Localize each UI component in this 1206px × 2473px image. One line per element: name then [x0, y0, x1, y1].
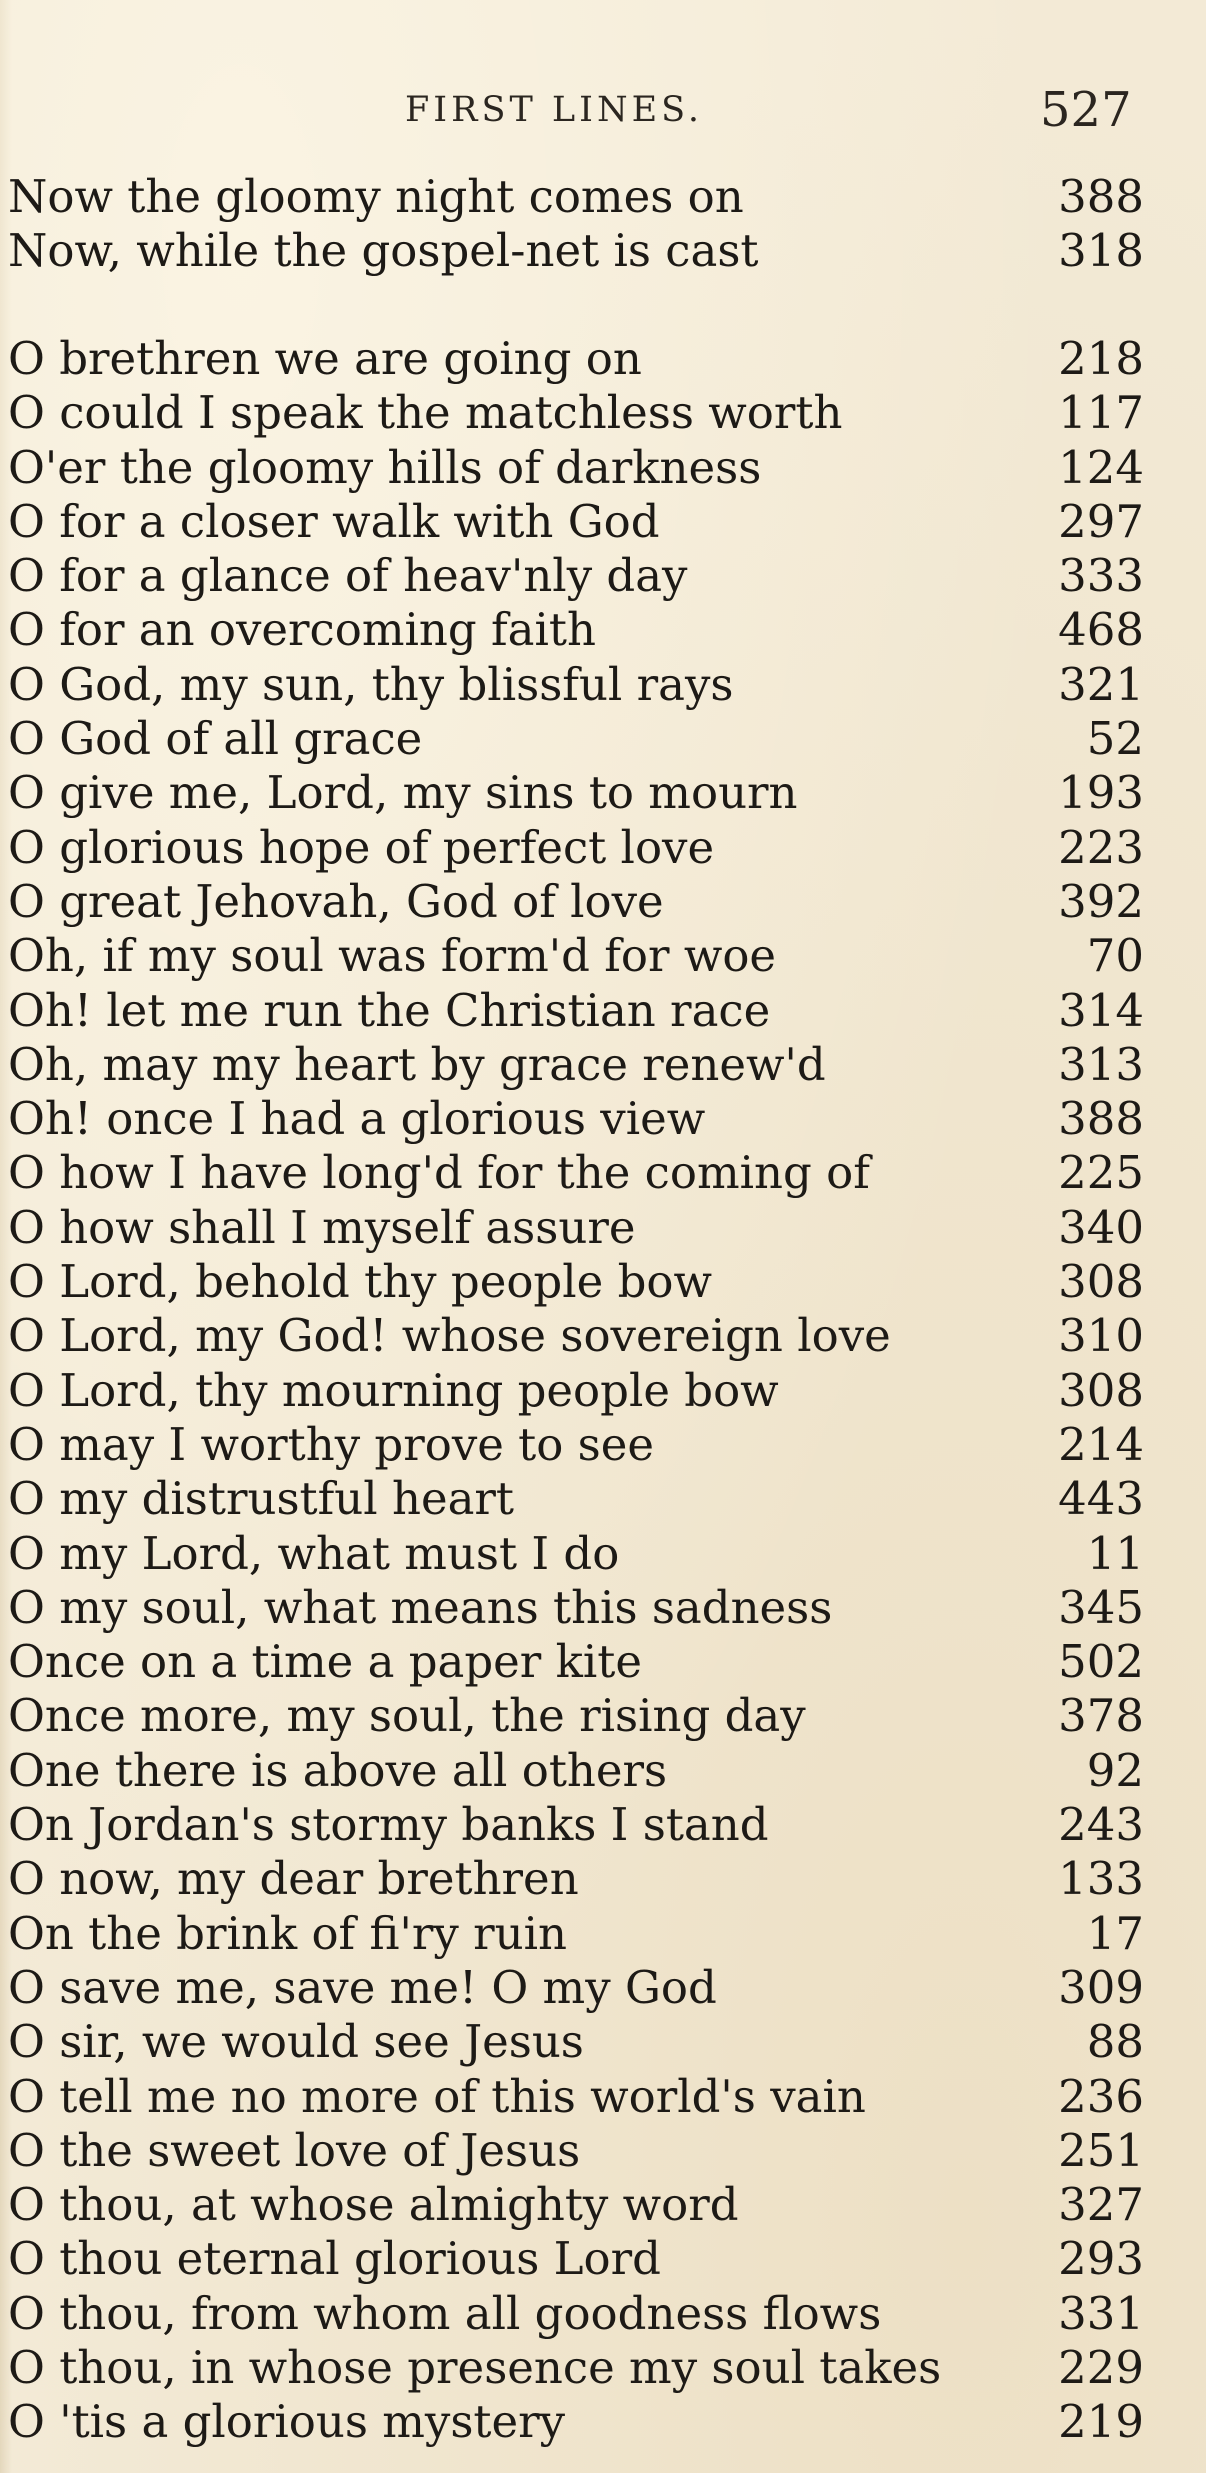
- hymn-number: 314: [1058, 983, 1144, 1037]
- hymn-number: 11: [1086, 1526, 1144, 1580]
- index-entry: [0, 1038, 1206, 1092]
- hymn-number: 321: [1058, 657, 1144, 711]
- first-line-text: O may I worthy prove to see: [8, 1417, 655, 1471]
- hymn-number: 345: [1058, 1580, 1144, 1634]
- hymn-number: 133: [1058, 1852, 1144, 1906]
- first-line-text: O now, my dear brethren: [8, 1852, 579, 1906]
- index-entry: [0, 1635, 1206, 1689]
- first-line-text: O the sweet love of Jesus: [8, 2123, 581, 2177]
- index-entry: [0, 929, 1206, 983]
- hymn-number: 88: [1086, 2015, 1144, 2069]
- index-entry: [0, 549, 1206, 603]
- index-entry: [0, 984, 1206, 1038]
- first-line-text: On Jordan's stormy banks I stand: [8, 1798, 769, 1852]
- hymn-number: 214: [1058, 1417, 1144, 1471]
- index-entry: [0, 1201, 1206, 1255]
- index-entry: [0, 821, 1206, 875]
- index-entry: [0, 1309, 1206, 1363]
- index-entry: [0, 1092, 1206, 1146]
- index-entry: [0, 1744, 1206, 1798]
- first-line-text: O Lord, thy mourning people bow: [8, 1363, 779, 1417]
- first-line-text: Once more, my soul, the rising day: [8, 1689, 806, 1743]
- hymn-number: 388: [1058, 170, 1144, 223]
- hymn-number: 225: [1058, 1146, 1144, 1200]
- index-entry: [0, 1961, 1206, 2015]
- hymn-number: 333: [1058, 549, 1144, 603]
- first-line-text: O give me, Lord, my sins to mourn: [8, 766, 798, 820]
- index-entry: [0, 2395, 1206, 2449]
- index-entry: [0, 1907, 1206, 1961]
- first-line-text: O my Lord, what must I do: [8, 1526, 620, 1580]
- index-entry: [0, 2070, 1206, 2124]
- index-entry: [0, 1852, 1206, 1906]
- first-line-text: O for an overcoming faith: [8, 603, 596, 657]
- index-section-o: [0, 332, 1206, 2450]
- first-line-text: O thou, in whose presence my soul takes: [8, 2340, 942, 2394]
- hymn-number: 193: [1058, 766, 1144, 820]
- first-line-text: O for a closer walk with God: [8, 494, 660, 548]
- first-line-text: Now the gloomy night comes on: [8, 170, 744, 223]
- first-line-text: O tell me no more of this world's vain: [8, 2069, 866, 2123]
- index-entry: [0, 1689, 1206, 1743]
- index-entry: [0, 1472, 1206, 1526]
- hymn-number: 378: [1058, 1689, 1144, 1743]
- first-line-text: O thou eternal glorious Lord: [8, 2232, 661, 2286]
- index-entry: [0, 1798, 1206, 1852]
- hymn-number: 318: [1058, 224, 1144, 278]
- first-line-text: Oh! once I had a glorious view: [8, 1092, 706, 1146]
- first-line-text: Now, while the gospel-net is cast: [8, 224, 759, 278]
- index-entry: [0, 2341, 1206, 2395]
- hymn-number: 117: [1058, 386, 1144, 440]
- first-line-text: O'er the gloomy hills of darkness: [8, 440, 762, 494]
- first-line-text: O glorious hope of perfect love: [8, 820, 715, 874]
- hymn-number: 443: [1058, 1472, 1144, 1526]
- first-line-text: O sir, we would see Jesus: [8, 2015, 584, 2069]
- first-line-text: O brethren we are going on: [8, 332, 642, 385]
- hymn-number: 313: [1058, 1037, 1144, 1091]
- index-entry: [0, 2015, 1206, 2069]
- index-entry: [0, 712, 1206, 766]
- first-line-text: Oh, if my soul was form'd for woe: [8, 929, 777, 983]
- index-entry: [0, 2287, 1206, 2341]
- index-entry: [0, 1527, 1206, 1581]
- first-line-text: O God of all grace: [8, 712, 423, 766]
- first-line-text: O my distrustful heart: [8, 1472, 515, 1526]
- hymn-number: 218: [1058, 332, 1144, 385]
- hymn-number: 17: [1086, 1906, 1144, 1960]
- running-title: FIRST LINES.: [405, 90, 704, 130]
- hymn-number: 251: [1058, 2123, 1144, 2177]
- index-entry: [0, 2178, 1206, 2232]
- page-number: 527: [1040, 82, 1132, 138]
- index-entry: [0, 1418, 1206, 1472]
- first-line-text: One there is above all others: [8, 1743, 668, 1797]
- first-line-text: O how I have long'd for the coming of: [8, 1146, 870, 1200]
- hymn-number: 308: [1058, 1363, 1144, 1417]
- index-entry: [0, 332, 1206, 386]
- hymn-number: 502: [1058, 1635, 1144, 1689]
- first-line-text: O thou, at whose almighty word: [8, 2178, 739, 2232]
- hymn-number: 293: [1058, 2232, 1144, 2286]
- index-entry: [0, 2232, 1206, 2286]
- hymn-number: 92: [1086, 1743, 1144, 1797]
- hymn-number: 297: [1058, 494, 1144, 548]
- index-entry: [0, 1255, 1206, 1309]
- first-line-text: O Lord, my God! whose sovereign love: [8, 1309, 891, 1363]
- hymn-number: 309: [1058, 1960, 1144, 2014]
- hymn-number: 388: [1058, 1092, 1144, 1146]
- index-entry: [0, 603, 1206, 657]
- page-header: [0, 82, 1206, 142]
- first-line-text: O how shall I myself assure: [8, 1200, 636, 1254]
- first-line-text: O for a glance of heav'nly day: [8, 549, 688, 603]
- hymn-number: 468: [1058, 603, 1144, 657]
- first-line-text: O save me, save me! O my God: [8, 1960, 717, 2014]
- index-entry: [0, 2124, 1206, 2178]
- first-line-text: Once on a time a paper kite: [8, 1635, 642, 1689]
- first-line-text: O great Jehovah, God of love: [8, 874, 664, 928]
- hymn-number: 331: [1058, 2286, 1144, 2340]
- index-entry: [0, 441, 1206, 495]
- hymn-number: 229: [1058, 2340, 1144, 2394]
- first-line-text: Oh! let me run the Christian race: [8, 983, 771, 1037]
- index-entry: [0, 875, 1206, 929]
- index-section-n: [0, 170, 1206, 279]
- hymn-number: 310: [1058, 1309, 1144, 1363]
- hymn-number: 327: [1058, 2178, 1144, 2232]
- index-entry: [0, 386, 1206, 440]
- first-line-text: O thou, from whom all goodness flows: [8, 2286, 882, 2340]
- hymn-number: 308: [1058, 1255, 1144, 1309]
- first-line-text: O Lord, behold thy people bow: [8, 1255, 712, 1309]
- index-entry: [0, 224, 1206, 278]
- hymn-number: 392: [1058, 874, 1144, 928]
- index-entry: [0, 1581, 1206, 1635]
- hymn-number: 124: [1058, 440, 1144, 494]
- index-entry: [0, 766, 1206, 820]
- index-entry: [0, 1364, 1206, 1418]
- first-line-text: O my soul, what means this sadness: [8, 1580, 833, 1634]
- hymn-number: 236: [1058, 2069, 1144, 2123]
- first-line-text: O God, my sun, thy blissful rays: [8, 657, 734, 711]
- first-line-text: O 'tis a glorious mystery: [8, 2395, 566, 2449]
- first-line-text: O could I speak the matchless worth: [8, 386, 843, 440]
- index-entry: [0, 658, 1206, 712]
- hymn-number: 340: [1058, 1200, 1144, 1254]
- hymn-number: 52: [1086, 712, 1144, 766]
- hymn-number: 223: [1058, 820, 1144, 874]
- hymn-number: 219: [1058, 2395, 1144, 2449]
- first-line-text: On the brink of fi'ry ruin: [8, 1906, 567, 1960]
- hymn-number: 243: [1058, 1798, 1144, 1852]
- index-entry: [0, 170, 1206, 224]
- hymn-number: 70: [1086, 929, 1144, 983]
- index-entry: [0, 1146, 1206, 1200]
- first-line-text: Oh, may my heart by grace renew'd: [8, 1037, 826, 1091]
- index-entry: [0, 495, 1206, 549]
